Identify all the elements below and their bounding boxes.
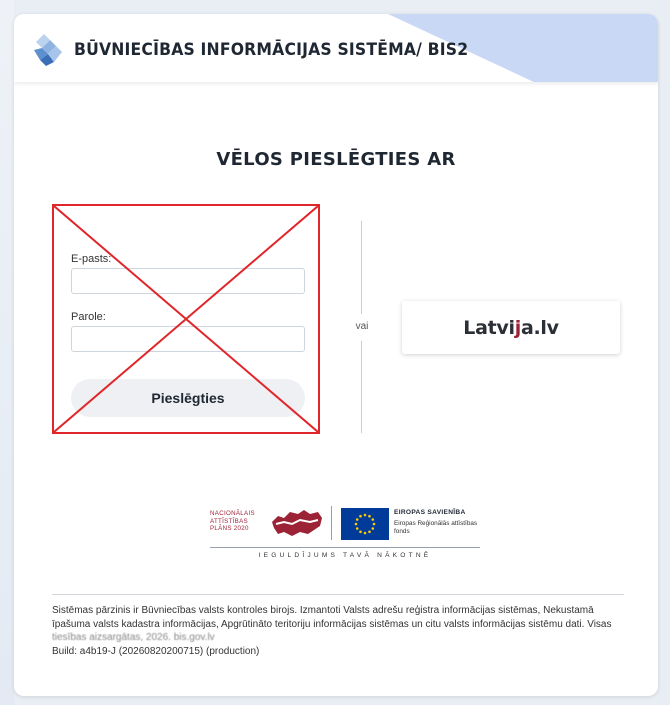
cross-out-mark — [54, 206, 318, 432]
login-form — [52, 204, 320, 434]
or-separator: vai — [346, 321, 378, 332]
latvija-text-start: Latvi — [463, 316, 515, 339]
eu-flag-icon — [341, 508, 389, 540]
funding-separator — [331, 506, 332, 540]
footer-build: Build: a4b19-J (20260820200715) (production) — [52, 645, 260, 657]
latvija-text-accent: j — [514, 316, 521, 339]
latvia-map-icon — [270, 508, 324, 538]
page-background — [0, 0, 14, 705]
funding-motto: IEGULDĪJUMS TAVĀ NĀKOTNĒ — [210, 547, 480, 559]
page-title: VĒLOS PIESLĒGTIES AR — [216, 149, 456, 170]
divider-line-bottom — [361, 341, 362, 433]
latvija-login-button[interactable] — [402, 301, 620, 354]
footer — [52, 604, 624, 658]
main-card — [14, 14, 658, 696]
footer-rights: tiesības aizsargātas, 2026. bis.gov.lv — [52, 632, 215, 643]
latvija-logo — [463, 317, 558, 339]
site-title: BŪVNIECĪBAS INFORMĀCIJAS SISTĒMA/ BIS2 — [74, 40, 469, 60]
divider-line-top — [361, 221, 362, 314]
password-label: Parole: — [71, 311, 106, 323]
bis-logo-icon[interactable] — [32, 32, 64, 68]
email-label: E-pasts: — [71, 253, 112, 265]
eu-title: EIROPAS SAVIENĪBA — [394, 509, 466, 516]
login-button[interactable]: Pieslēgties — [71, 379, 305, 417]
footer-divider — [52, 594, 624, 595]
latvija-text-end: a.lv — [520, 316, 559, 339]
footer-notice: Sistēmas pārzinis ir Būvniecības valsts kontroles birojs. Izmantoti Valsts adrešu reģistra informācijas sistēmas, Nekustamā īpašuma valsts kadastra informācijas, Apgrūtināto teritoriju informācijas sistēmas un citu valsts informācijas sistēmu dati. Visas — [52, 605, 612, 630]
funding-logos — [210, 504, 480, 564]
eu-fund-name: Eiropas Reģionālās attīstības fonds — [394, 520, 478, 535]
nap-logo-text: NACIONĀLAIS ATTĪSTĪBAS PLĀNS 2020 — [210, 510, 255, 532]
header — [14, 14, 658, 82]
